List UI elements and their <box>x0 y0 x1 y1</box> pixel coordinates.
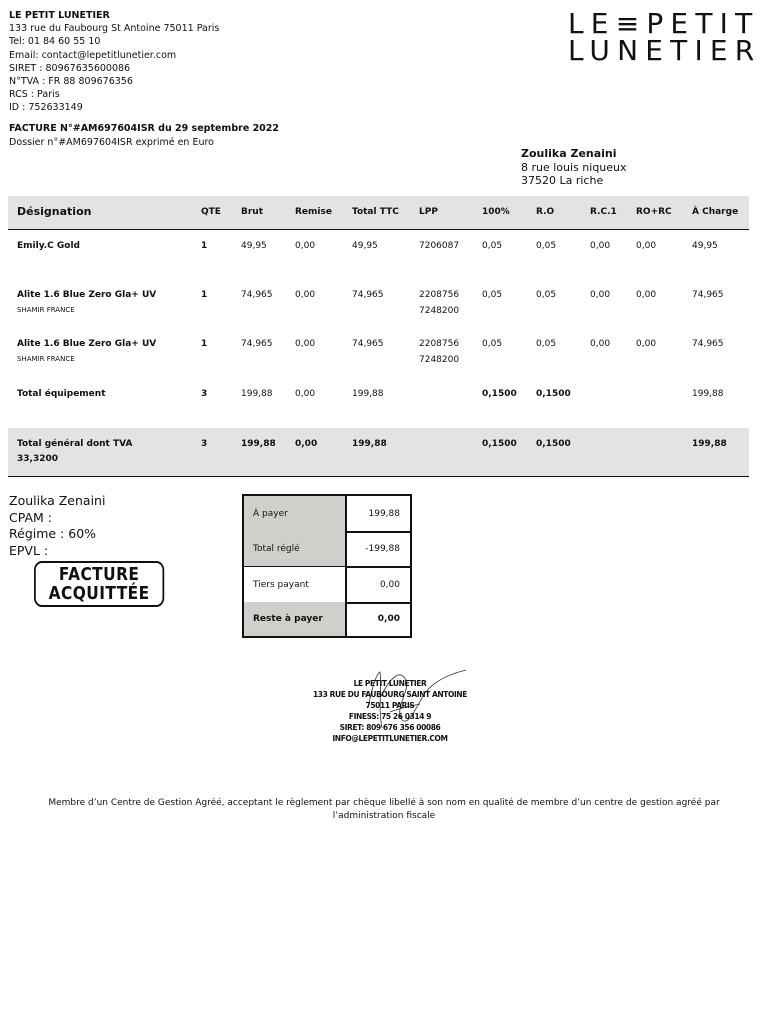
row-rorc: 0,00 <box>636 241 657 251</box>
header-total-ttc: Total TTC <box>352 207 399 217</box>
row-rc1: 0,00 <box>590 339 611 349</box>
row-lpp-2: 7248200 <box>419 306 460 316</box>
row-designation: Emily.C Gold <box>17 241 80 251</box>
row-charge: 49,95 <box>692 241 718 251</box>
company-address: 133 rue du Faubourg St Antoine 75011 Paris <box>9 23 220 35</box>
grand-total-ttc: 199,88 <box>352 439 387 449</box>
row-brut: 49,95 <box>241 241 267 251</box>
header-lpp: LPP <box>419 207 438 217</box>
header-ro: R.O <box>536 207 555 217</box>
client-address <box>521 147 627 188</box>
row-rc1: 0,00 <box>590 290 611 300</box>
total-equipment-ttc: 199,88 <box>352 389 384 399</box>
patient-name: Zoulika Zenaini <box>9 493 106 508</box>
row-brut: 74,965 <box>241 290 273 300</box>
header-designation: Désignation <box>17 205 92 218</box>
row-charge: 74,965 <box>692 290 724 300</box>
patient-info <box>9 493 105 559</box>
row-ro: 0,05 <box>536 339 557 349</box>
grand-total-tva: 33,3200 <box>17 454 58 464</box>
client-city: 37520 La riche <box>521 174 604 187</box>
row-brand: SHAMIR FRANCE <box>17 306 75 314</box>
company-siret: SIRET : 80967635600086 <box>9 62 131 74</box>
row-ttc: 49,95 <box>352 241 378 251</box>
row-brand: SHAMIR FRANCE <box>17 355 75 363</box>
grand-total-100: 0,1500 <box>482 439 517 449</box>
payment-label: Reste à payer <box>244 602 347 636</box>
total-equipment-qte: 3 <box>201 389 208 399</box>
paid-stamp-line-2: ACQUITTÉE <box>48 584 150 604</box>
header-rorc: RO+RC <box>636 207 672 217</box>
header-rc1: R.C.1 <box>590 207 617 217</box>
total-equipment-charge: 199,88 <box>692 389 724 399</box>
sig-line-1: LE PETIT LUNETIER <box>353 679 427 688</box>
row-100: 0,05 <box>482 339 503 349</box>
logo-line-2: LUNETIER <box>568 34 762 67</box>
row-brut: 74,965 <box>241 339 273 349</box>
grand-total-row <box>8 428 749 477</box>
grand-total-remise: 0,00 <box>295 439 318 449</box>
company-info <box>9 9 219 115</box>
company-id: ID : 752633149 <box>9 102 83 114</box>
payment-label: Total réglé <box>244 531 347 566</box>
total-equipment-remise: 0,00 <box>295 389 316 399</box>
payment-row <box>244 602 410 636</box>
total-equipment-100: 0,1500 <box>482 389 517 399</box>
payment-row <box>244 531 410 568</box>
row-qte: 1 <box>201 290 208 300</box>
grand-total-brut: 199,88 <box>241 439 276 449</box>
total-equipment-brut: 199,88 <box>241 389 273 399</box>
client-street: 8 rue louis niqueux <box>521 160 627 174</box>
payment-value: 199,88 <box>368 508 400 519</box>
header-brut: Brut <box>241 207 264 217</box>
row-remise: 0,00 <box>295 290 316 300</box>
row-remise: 0,00 <box>295 339 316 349</box>
client-name: Zoulika Zenaini <box>521 147 617 160</box>
row-ttc: 74,965 <box>352 339 384 349</box>
row-ro: 0,05 <box>536 241 557 251</box>
grand-total-qte: 3 <box>201 439 208 449</box>
row-charge: 74,965 <box>692 339 724 349</box>
payment-value: -199,88 <box>365 543 400 554</box>
payment-value: 0,00 <box>379 579 400 590</box>
paid-stamp-line-1: FACTURE <box>58 565 140 585</box>
company-tva: N°TVA : FR 88 809676356 <box>9 76 133 88</box>
row-qte: 1 <box>201 241 208 251</box>
grand-total-label: Total général dont TVA <box>17 439 133 449</box>
company-name: LE PETIT LUNETIER <box>9 10 110 21</box>
row-ro: 0,05 <box>536 290 557 300</box>
logo-line-1: LE≡PETIT <box>568 7 760 40</box>
payment-label: À payer <box>244 496 347 531</box>
row-rc1: 0,00 <box>590 241 611 251</box>
header-qte: QTE <box>201 207 221 217</box>
table-header <box>8 196 749 230</box>
patient-cpam: CPAM : <box>9 509 52 525</box>
payment-summary <box>242 494 412 638</box>
total-equipment-ro: 0,1500 <box>536 389 571 399</box>
company-email: Email: contact@lepetitlunetier.com <box>9 49 177 61</box>
invoice-dossier: Dossier n°#AM697604ISR exprimé en Euro <box>9 137 214 148</box>
patient-epvl: EPVL : <box>9 542 49 558</box>
total-equipment-label: Total équipement <box>17 389 106 399</box>
payment-row <box>244 567 410 604</box>
payment-value: 0,00 <box>377 614 400 624</box>
row-lpp: 2208756 <box>419 290 460 300</box>
company-tel: Tel: 01 84 60 55 10 <box>9 36 101 48</box>
row-designation: Alite 1.6 Blue Zero Gla+ UV <box>17 290 157 300</box>
row-lpp: 2208756 <box>419 339 460 349</box>
row-lpp: 7206087 <box>419 241 460 251</box>
row-designation: Alite 1.6 Blue Zero Gla+ UV <box>17 339 157 349</box>
row-ttc: 74,965 <box>352 290 384 300</box>
patient-regime: Régime : 60% <box>9 526 97 541</box>
header-100: 100% <box>482 207 510 217</box>
sig-line-5: SIRET: 809 676 356 00086 <box>339 723 441 732</box>
grand-total-charge: 199,88 <box>692 439 727 449</box>
row-100: 0,05 <box>482 290 503 300</box>
row-lpp-2: 7248200 <box>419 355 460 365</box>
row-100: 0,05 <box>482 241 503 251</box>
sig-line-3: 75011 PARIS <box>365 701 415 710</box>
header-remise: Remise <box>295 207 332 217</box>
row-rorc: 0,00 <box>636 339 657 349</box>
legal-footer: Membre d’un Centre de Gestion Agréé, acceptant le règlement par chèque libellé à son nom en qualité de membre d’un centre de gestion agréé par l’administration fiscale <box>48 798 720 821</box>
brand-logo <box>568 7 762 67</box>
row-remise: 0,00 <box>295 241 316 251</box>
payment-label: Tiers payant <box>244 567 347 602</box>
invoice-title: FACTURE N°#AM697604ISR du 29 septembre 2022 <box>9 123 280 134</box>
sig-line-6: INFO@LEPETITLUNETIER.COM <box>332 734 448 743</box>
row-rorc: 0,00 <box>636 290 657 300</box>
payment-row <box>244 496 410 533</box>
signature-stamp <box>310 668 470 748</box>
sig-line-2: 133 RUE DU FAUBOURG SAINT ANTOINE <box>312 690 467 699</box>
paid-stamp <box>34 561 164 607</box>
invoice-header <box>9 122 279 150</box>
company-rcs: RCS : Paris <box>9 89 60 101</box>
header-a-charge: À Charge <box>692 207 739 217</box>
grand-total-ro: 0,1500 <box>536 439 571 449</box>
row-qte: 1 <box>201 339 208 349</box>
sig-line-4: FINESS: 75 26 0314 9 <box>348 712 432 721</box>
